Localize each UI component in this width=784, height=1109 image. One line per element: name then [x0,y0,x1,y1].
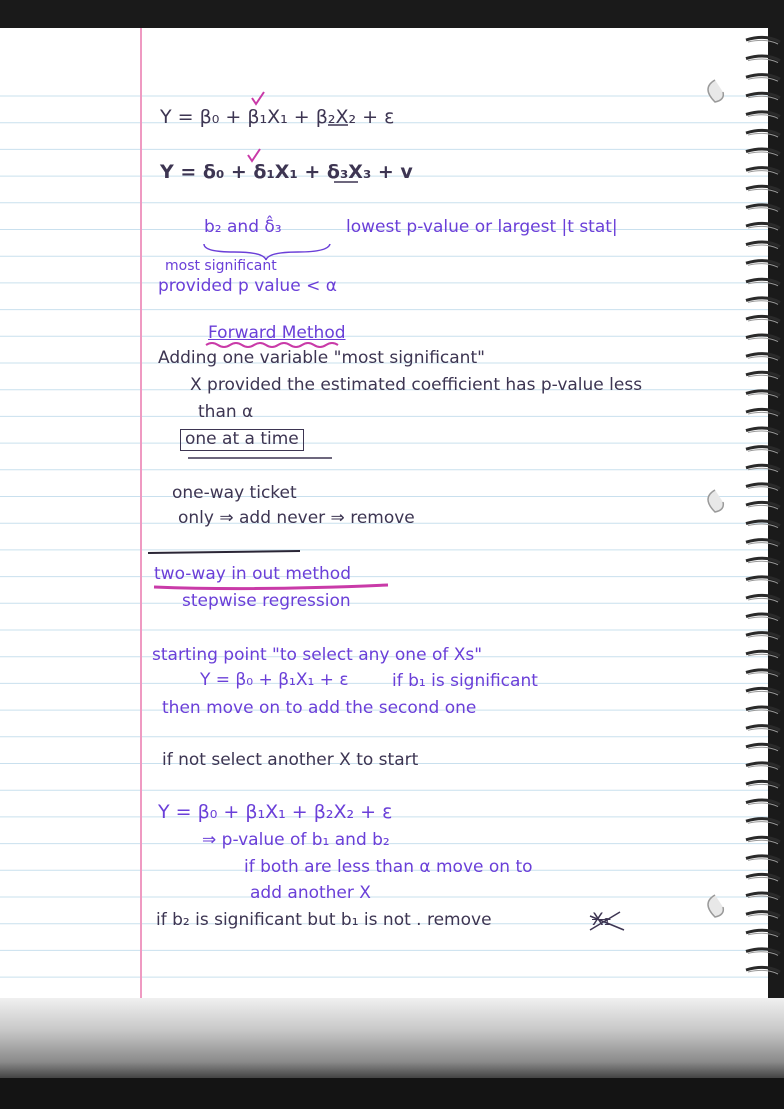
two-way-method-heading: two-way in out method [154,564,352,584]
equation-model-3: Y = β₀ + β₁X₁ + ε [200,670,349,690]
crossed-out-x1: X₁ [592,910,611,930]
most-significant-note: most significant [165,258,277,274]
spiral-coil-highlight [748,580,778,584]
spiral-coil-highlight [748,338,778,342]
spiral-coil-highlight [748,487,778,491]
b2-and-delta3: b₂ and δ̂₃ [204,217,282,237]
then-move-on-line: then move on to add the second one [162,698,477,718]
spiral-coil-highlight [748,915,778,919]
starting-point-line: starting point "to select any one of Xs" [152,645,483,665]
page-shadow [0,998,784,1078]
x-provided-line: X provided the estimated coefficient has p-value less [190,375,643,395]
spiral-coil-highlight [748,877,778,881]
spiral-coil-highlight [748,561,778,565]
spiral-coil-highlight [748,859,778,863]
only-add-never-remove: only ⇒ add never ⇒ remove [178,508,415,528]
spiral-coil-highlight [748,319,778,323]
spiral-coil-highlight [748,245,778,249]
spiral-coil-highlight [748,468,778,472]
equation-model-2: Y = δ₀ + δ₁X₁ + δ₃X₃ + v [160,161,413,183]
spiral-coil-highlight [748,636,778,640]
spiral-coil-highlight [748,598,778,602]
if-b2-significant-line: if b₂ is significant but b₁ is not . remove [156,910,492,930]
spiral-coil-highlight [748,747,778,751]
if-not-select-line: if not select another X to start [162,750,419,770]
margin-line [140,28,142,998]
forward-method-heading: Forward Method [208,323,346,343]
spiral-coil-highlight [748,171,778,175]
lowest-p-value-note: lowest p-value or largest |t stat| [346,217,618,237]
spiral-coil-highlight [748,933,778,937]
if-b1-significant: if b₁ is significant [392,671,538,691]
spiral-coil-highlight [748,226,778,230]
spiral-coil-highlight [748,133,778,137]
spiral-coil-highlight [748,394,778,398]
adding-one-variable-line: Adding one variable "most significant" [158,348,485,368]
spiral-coil-highlight [748,505,778,509]
spiral-coil-highlight [748,282,778,286]
equation-model-4: Y = β₀ + β₁X₁ + β₂X₂ + ε [158,801,393,823]
spiral-coil-highlight [748,970,778,974]
spiral-coil-highlight [748,729,778,733]
spiral-coil-highlight [748,301,778,305]
spiral-coil-highlight [748,654,778,658]
spiral-coil-highlight [748,115,778,119]
spiral-coil-highlight [748,896,778,900]
provided-p-value-note: provided p value < α [158,276,337,296]
stepwise-regression: stepwise regression [182,591,351,611]
spiral-coil-highlight [748,617,778,621]
spiral-coil-highlight [748,840,778,844]
spiral-coil-highlight [748,543,778,547]
one-at-a-time-box: one at a time [180,429,304,451]
spiral-coil-highlight [748,431,778,435]
spiral-coil-highlight [748,375,778,379]
spiral-coil-highlight [748,822,778,826]
spiral-coil-highlight [748,784,778,788]
spiral-coil-highlight [748,78,778,82]
spiral-coil-highlight [748,803,778,807]
one-way-ticket: one-way ticket [172,483,297,503]
than-alpha-line: than α [198,402,254,422]
equation-model-1: Y = β₀ + β₁X₁ + β₂X₂ + ε [160,106,395,128]
punch-holes [690,0,750,980]
spiral-coil-highlight [748,450,778,454]
spiral-coil-highlight [748,952,778,956]
spiral-coil-highlight [748,40,778,44]
spiral-coil-highlight [748,673,778,677]
spiral-coil-highlight [748,208,778,212]
spiral-coil-highlight [748,264,778,268]
if-both-less-line: if both are less than α move on to [244,857,533,877]
spiral-coil-highlight [748,524,778,528]
spiral-coil-highlight [748,357,778,361]
spiral-coil-highlight [748,412,778,416]
spiral-coil-highlight [748,59,778,63]
scan-edge [0,1078,784,1109]
spiral-coil-highlight [748,96,778,100]
p-value-of-b1-b2: ⇒ p-value of b₁ and b₂ [202,830,390,850]
add-another-x: add another X [250,883,371,903]
spiral-coil-highlight [748,189,778,193]
spiral-coil-highlight [748,152,778,156]
spiral-coil-highlight [748,766,778,770]
spiral-coil-highlight [748,691,778,695]
spiral-coil-highlight [748,710,778,714]
